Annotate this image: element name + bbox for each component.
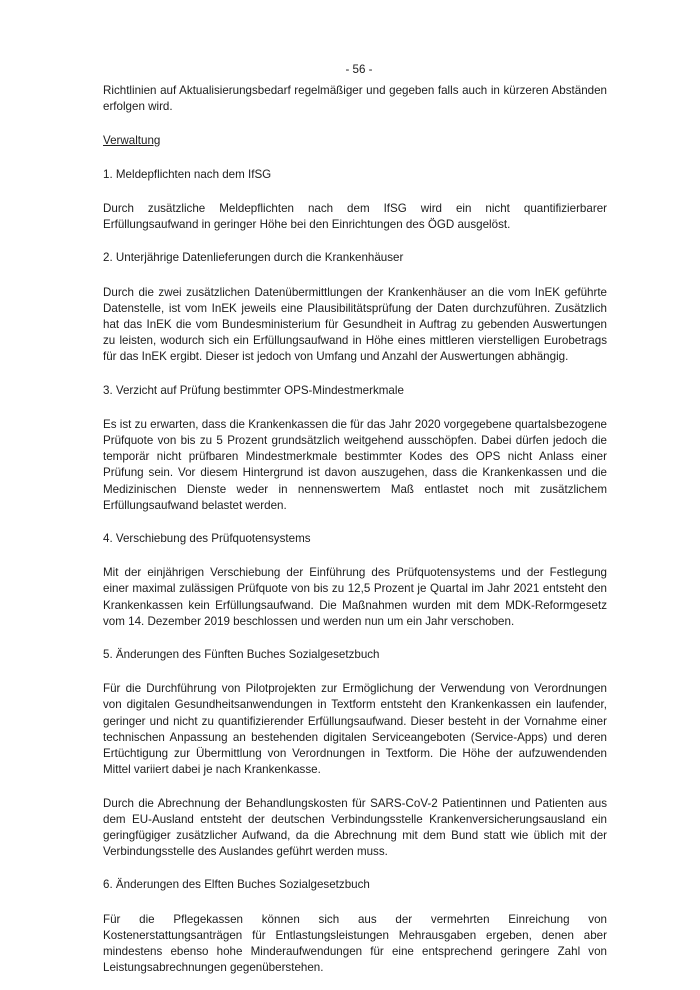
section-title: 2. Unterjährige Datenlieferungen durch die Krankenhäuser <box>103 251 404 265</box>
section-paragraph: Durch die zwei zusätzlichen Datenübermittlungen der Krankenhäuser an die vom InEK geführte Datenstelle, ist vom InEK jeweils eine Plausibilitätsprüfung der Daten durchzuführen. Zusätzlich hat das InEK die vom Bundesministerium für Gesundheit in Auftrag zu gebenden Auswertungen zu leisten, wodurch sich ein Erfüllungsaufwand in Höhe eines mittleren vierstelligen Eurobetrags für das InEK ergibt. Dieser ist jedoch von Umfang und Anzahl der Auswertungen abhängig. <box>103 285 607 364</box>
section-paragraph: Es ist zu erwarten, dass die Krankenkassen die für das Jahr 2020 vorgegebene quartalsbezogene Prüfquote von bis zu 5 Prozent grundsätzlich weitgehend ausschöpfen. Dabei dürfen jedoch die temporär nicht prüfbaren Mindestmerkmale bestimmter Kodes des OPS nicht Anlass einer Prüfung sein. Vor diesem Hintergrund ist davon auszugehen, dass die Krankenkassen und die Medizinischen Dienste weder in nennenswertem Maß entlastet noch mit zusätzlichem Erfüllungsaufwand belastet werden. <box>103 417 607 512</box>
section-paragraph: Durch zusätzliche Meldepflichten nach dem IfSG wird ein nicht quantifizierbarer Erfüllungsaufwand in geringer Höhe bei den Einrichtungen des ÖGD ausgelöst. <box>103 202 607 232</box>
section-title: 1. Meldepflichten nach dem IfSG <box>103 167 272 181</box>
section-heading: Verwaltung <box>103 133 161 147</box>
section-title: 3. Verzicht auf Prüfung bestimmter OPS-Mindestmerkmale <box>103 383 404 397</box>
section-paragraph: Für die Pflegekassen können sich aus der vermehrten Einreichung von Kostenerstattungsanträgen für Entlastungsleistungen Mehrausgaben ergeben, denen aber mindestens ebenso hohe Minderaufwendungen für eine entsprechend geringere Zahl von Leistungsabrechnungen gegenüberstehen. <box>103 912 607 975</box>
page-number: - 56 - <box>345 63 373 76</box>
section-title: 6. Änderungen des Elften Buches Sozialgesetzbuch <box>103 878 370 892</box>
section-paragraph: Durch die Abrechnung der Behandlungskosten für SARS-CoV-2 Patientinnen und Patienten aus dem EU-Ausland entsteht der deutschen Verbindungsstelle Krankenversicherungsausland ein geringfügiger zusätzlicher Aufwand, da die Abrechnung mit dem Bund statt wie üblich mit der Verbindungsstelle des Auslandes geführt werden muss. <box>103 796 607 859</box>
section-title: 5. Änderungen des Fünften Buches Sozialgesetzbuch <box>103 648 380 662</box>
section-paragraph: Für die Durchführung von Pilotprojekten zur Ermöglichung der Verwendung von Verordnungen von digitalen Gesundheitsanwendungen in Textform entsteht den Krankenkassen ein laufender, geringer und nicht zu quantifizierender Erfüllungsaufwand. Dieser besteht in der Vornahme einer technischen Anpassung an bestehenden digitalen Serviceangeboten (Service-Apps) und deren Ertüchtigung zur Übermittlung von Verordnungen in Textform. Die Höhe der aufzuwendenden Mittel variiert dabei je nach Krankenkasse. <box>103 682 607 777</box>
section-title: 4. Verschiebung des Prüfquotensystems <box>103 532 311 546</box>
section-paragraph: Mit der einjährigen Verschiebung der Einführung des Prüfquotensystems und der Festlegung einer maximal zulässigen Prüfquote von bis zu 12,5 Prozent je Quartal im Jahr 2021 entsteht den Krankenkassen kein Erfüllungsaufwand. Die Maßnahmen wurden mit dem MDK-Reformgesetz vom 14. Dezember 2019 beschlossen und werden nun um ein Jahr verschoben. <box>103 566 607 628</box>
intro-paragraph: Richtlinien auf Aktualisierungsbedarf regelmäßiger und gegeben falls auch in kürzeren Abständen erfolgen wird. <box>103 84 607 114</box>
